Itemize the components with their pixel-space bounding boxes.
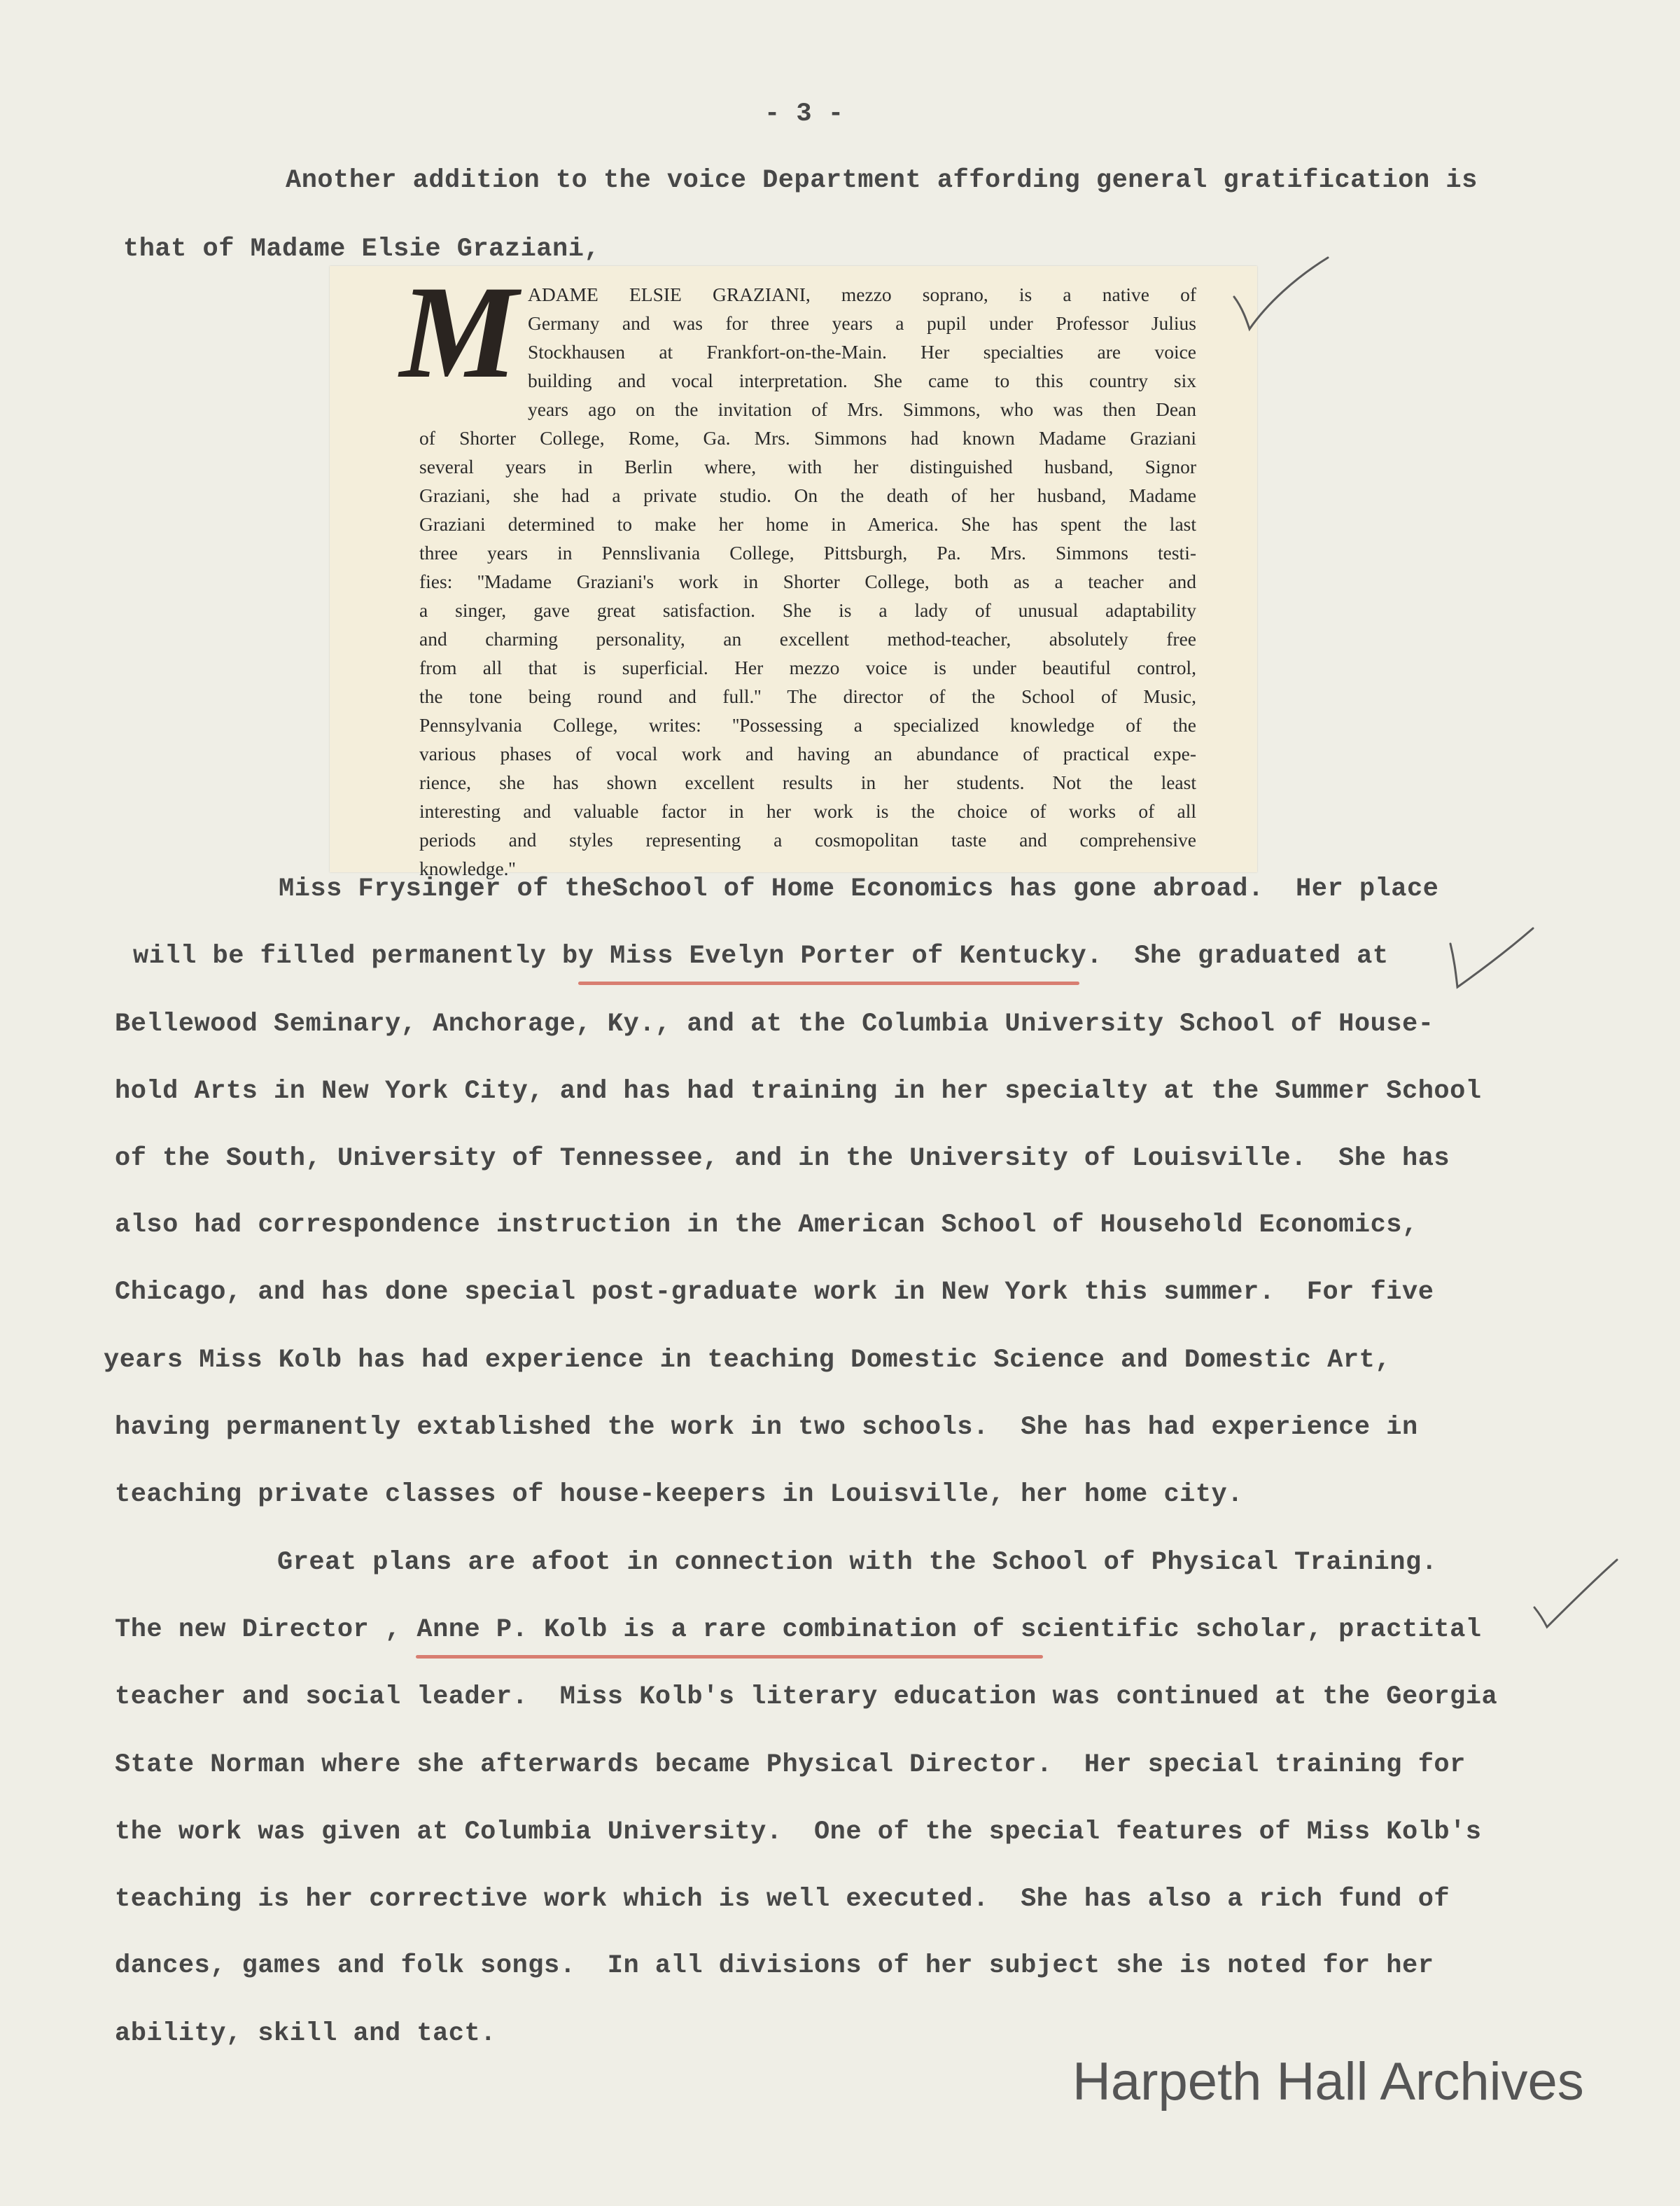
body-line-9: having permanently extablished the work in two schools. She has had experience in: [115, 1413, 1418, 1442]
newspaper-clipping: [330, 259, 1257, 879]
checkmark-icon: [1441, 923, 1539, 993]
clipping-line: years ago on the invitation of Mrs. Simmons, who was then Dean: [528, 398, 1196, 420]
clipping-line: ADAME ELSIE GRAZIANI, mezzo soprano, is a native of: [528, 284, 1196, 305]
clipping-line: various phases of vocal work and having an abundance of practical expe-: [419, 743, 1196, 765]
clipping-line: the tone being round and full.'' The director of the School of Music,: [419, 685, 1196, 707]
clipping-line: Stockhausen at Frankfort-on-the-Main. Her specialties are voice: [528, 341, 1196, 363]
body-line-12: The new Director , Anne P. Kolb is a rare combination of scientific scholar, practital: [115, 1615, 1482, 1645]
clipping-drop-cap: M: [400, 259, 518, 406]
clipping-line: knowledge.'': [419, 858, 516, 879]
body-line-3: Bellewood Seminary, Anchorage, Ky., and at the Columbia University School of House-: [115, 1010, 1434, 1039]
clipping-line: interesting and valuable factor in her work is the choice of works of all: [419, 800, 1196, 822]
body-line-15: the work was given at Columbia University. One of the special features of Miss Kolb's: [115, 1817, 1482, 1847]
body-line-10: teaching private classes of house-keepers in Louisville, her home city.: [115, 1480, 1243, 1509]
body-line-14: State Norman where she afterwards became Physical Director. Her special training for: [115, 1750, 1466, 1780]
body-line-8: years Miss Kolb has had experience in teaching Domestic Science and Domestic Art,: [104, 1346, 1391, 1375]
clipping-line: periods and styles representing a cosmopolitan taste and comprehensive: [419, 829, 1196, 851]
clipping-line: of Shorter College, Rome, Ga. Mrs. Simmons had known Madame Graziani: [419, 427, 1196, 449]
red-underline-evelyn-porter: [578, 982, 1079, 985]
checkmark-icon: [1530, 1554, 1621, 1631]
body-line-7: Chicago, and has done special post-graduate work in New York this summer. For five: [115, 1278, 1434, 1307]
clipping-line: Pennsylvania College, writes: ''Possessing a specialized knowledge of the: [419, 714, 1196, 736]
body-line-16: teaching is her corrective work which is well executed. She has also a rich fund of: [115, 1885, 1450, 1914]
clipping-line: Graziani determined to make her home in America. She has spent the last: [419, 513, 1196, 535]
clipping-line: three years in Pennslivania College, Pittsburgh, Pa. Mrs. Simmons testi-: [419, 542, 1196, 564]
body-line-2: will be filled permanently by Miss Evelyn Porter of Kentucky. She graduated at: [133, 942, 1389, 971]
clipping-text: [419, 280, 1196, 883]
body-line-17: dances, games and folk songs. In all divisions of her subject she is noted for her: [115, 1951, 1434, 1981]
body-line-5: of the South, University of Tennessee, and in the University of Louisville. She has: [115, 1144, 1450, 1173]
clipping-line: from all that is superficial. Her mezzo voice is under beautiful control,: [419, 657, 1196, 678]
body-line-1: Miss Frysinger of theSchool of Home Economics has gone abroad. Her place: [279, 874, 1439, 904]
clipping-line: and charming personality, an excellent method-teacher, absolutely free: [419, 628, 1196, 650]
clipping-line: Germany and was for three years a pupil under Professor Julius: [528, 312, 1196, 334]
body-line-11: Great plans are afoot in connection with the School of Physical Training.: [277, 1548, 1438, 1577]
body-line-13: teacher and social leader. Miss Kolb's literary education was continued at the Georgia: [115, 1682, 1498, 1712]
page-number: - 3 -: [764, 99, 844, 129]
body-line-18: ability, skill and tact.: [115, 2019, 496, 2048]
clipping-line: Graziani, she had a private studio. On the death of her husband, Madame: [419, 484, 1196, 506]
clipping-line: several years in Berlin where, with her distinguished husband, Signor: [419, 456, 1196, 477]
body-line-6: also had correspondence instruction in the American School of Household Economics,: [115, 1210, 1418, 1240]
body-line-4: hold Arts in New York City, and has had training in her specialty at the Summer School: [115, 1077, 1482, 1106]
red-underline-anne-kolb: [416, 1655, 1043, 1659]
intro-line-1: Another addition to the voice Department affording general gratification is: [286, 166, 1478, 195]
clipping-line: a singer, gave great satisfaction. She is a lady of unusual adaptability: [419, 599, 1196, 621]
archive-watermark: Harpeth Hall Archives: [1072, 2052, 1584, 2111]
clipping-line: building and vocal interpretation. She came to this country six: [528, 370, 1196, 391]
intro-line-2: that of Madame Elsie Graziani,: [123, 235, 601, 264]
clipping-line: rience, she has shown excellent results in her students. Not the least: [419, 772, 1196, 793]
checkmark-icon: [1228, 253, 1334, 334]
clipping-line: fies: ''Madame Graziani's work in Shorter College, both as a teacher and: [419, 571, 1196, 592]
